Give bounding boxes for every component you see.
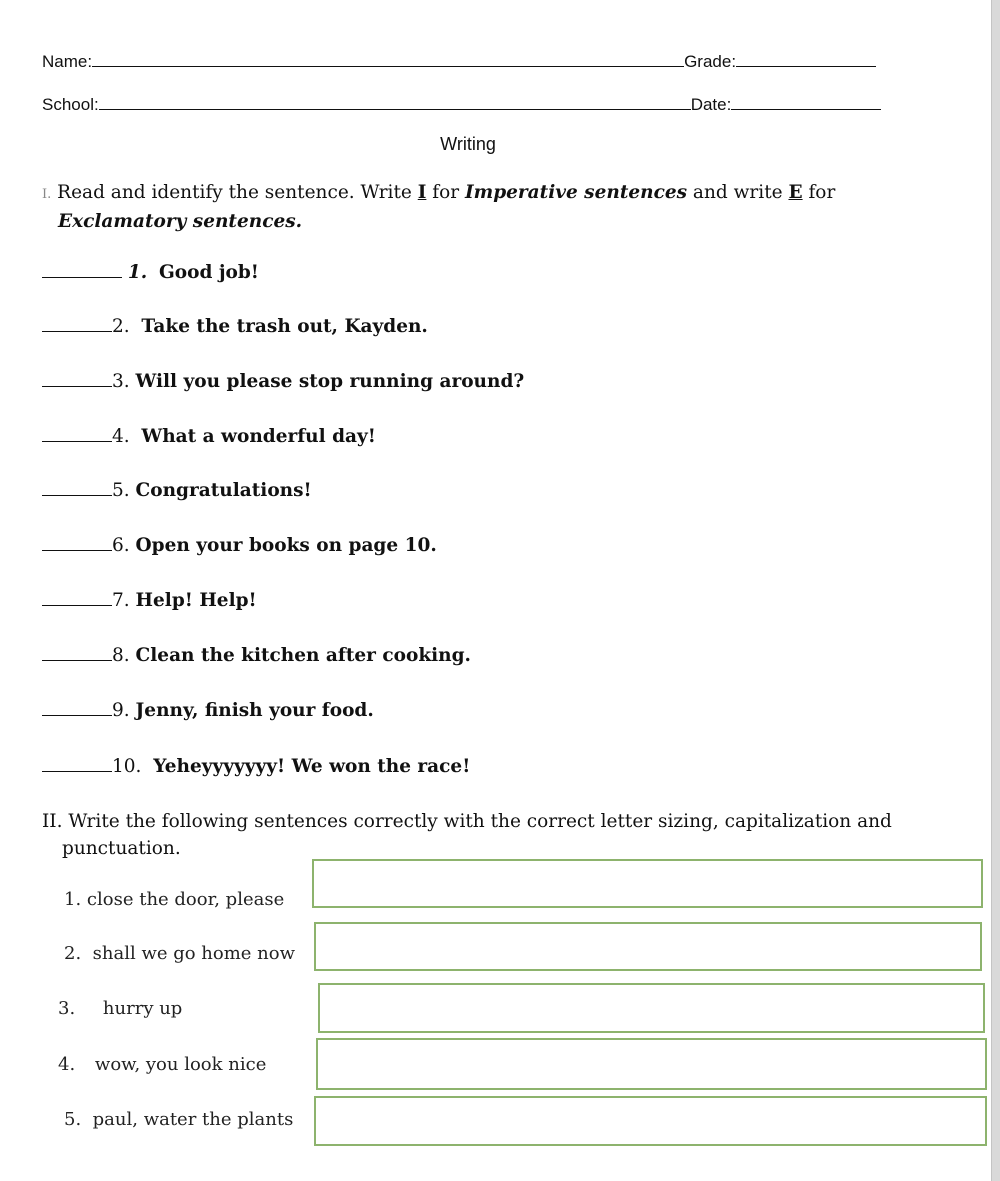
answer-blank[interactable] (42, 757, 112, 772)
item-number: 2. (64, 943, 82, 964)
item-sentence: shall we go home now (92, 943, 296, 964)
letter-e: E (788, 182, 803, 203)
part2-instr-line1: II. Write the following sentences correctly with the correct letter sizing, capitalization and (42, 811, 892, 832)
list-item (58, 998, 182, 1019)
instr-c: and write (687, 182, 789, 203)
item-number: 2. (112, 316, 130, 337)
list-item (42, 645, 471, 666)
item-sentence: Help! Help! (135, 590, 257, 611)
school-date-row (42, 93, 881, 115)
answer-blank[interactable] (42, 372, 112, 387)
section-title: Writing (440, 134, 496, 154)
item-sentence: Will you please stop running around? (135, 371, 525, 392)
item-number: 3. (58, 998, 76, 1019)
instr-a: Read and identify the sentence. Write (57, 182, 418, 203)
name-grade-row (42, 50, 876, 72)
answer-blank[interactable] (42, 263, 122, 278)
exclamatory-term: Exclamatory sentences. (58, 211, 303, 232)
page-edge (991, 0, 1000, 1181)
part2-instructions (42, 808, 942, 862)
grade-blank[interactable] (736, 50, 876, 67)
answer-blank[interactable] (42, 701, 112, 716)
item-number: 3. (112, 371, 130, 392)
imperative-term: Imperative sentences (464, 182, 688, 203)
answer-blank[interactable] (42, 427, 112, 442)
answer-blank[interactable] (42, 591, 112, 606)
list-item (42, 700, 374, 721)
name-blank[interactable] (92, 50, 684, 67)
school-label: School: (42, 95, 99, 114)
item-number: 9. (112, 700, 130, 721)
item-sentence: close the door, please (86, 889, 285, 910)
list-item (42, 480, 312, 501)
item-number: 1. (64, 889, 82, 910)
list-item (64, 889, 284, 910)
item-number: 4. (112, 426, 130, 447)
item-sentence: Take the trash out, Kayden. (141, 316, 428, 337)
letter-i: I (417, 182, 427, 203)
name-label: Name: (42, 52, 93, 71)
answer-blank[interactable] (42, 317, 112, 332)
list-item (42, 262, 259, 283)
date-blank[interactable] (731, 93, 881, 110)
grade-label: Grade: (684, 52, 737, 71)
instr-d: for (802, 182, 836, 203)
list-item (42, 590, 257, 611)
list-item (42, 426, 376, 447)
item-sentence: Congratulations! (135, 480, 312, 501)
item-sentence: hurry up (102, 998, 183, 1019)
item-sentence: Open your books on page 10. (135, 535, 437, 556)
item-sentence: What a wonderful day! (141, 426, 376, 447)
item-sentence: paul, water the plants (92, 1109, 294, 1130)
list-item (64, 1109, 293, 1130)
item-sentence: Jenny, finish your food. (135, 700, 374, 721)
answer-box[interactable] (316, 1038, 987, 1090)
list-item (64, 943, 295, 964)
list-item (42, 371, 524, 392)
list-item (42, 316, 428, 337)
answer-blank[interactable] (42, 536, 112, 551)
item-sentence: Good job! (158, 262, 259, 283)
item-number: 7. (112, 590, 130, 611)
item-number: 6. (112, 535, 130, 556)
answer-box[interactable] (314, 922, 982, 971)
list-item (42, 756, 470, 777)
list-item (42, 535, 437, 556)
answer-blank[interactable] (42, 481, 112, 496)
answer-box[interactable] (312, 859, 983, 908)
item-number: 1. (127, 262, 148, 283)
list-item (58, 1054, 266, 1075)
item-number: 5. (112, 480, 130, 501)
answer-box[interactable] (314, 1096, 987, 1146)
date-label: Date: (690, 95, 732, 114)
item-sentence: wow, you look nice (94, 1054, 267, 1075)
item-number: 4. (58, 1054, 76, 1075)
item-sentence: Yeheyyyyyyy! We won the race! (153, 756, 471, 777)
part1-instructions (42, 179, 942, 235)
item-number: 10. (112, 756, 142, 777)
item-sentence: Clean the kitchen after cooking. (135, 645, 471, 666)
item-number: 8. (112, 645, 130, 666)
answer-blank[interactable] (42, 646, 112, 661)
item-number: 5. (64, 1109, 82, 1130)
part2-instr-line2: punctuation. (62, 838, 181, 859)
answer-box[interactable] (318, 983, 985, 1033)
part1-roman: I. (42, 187, 52, 202)
school-blank[interactable] (99, 93, 691, 110)
instr-b: for (426, 182, 465, 203)
